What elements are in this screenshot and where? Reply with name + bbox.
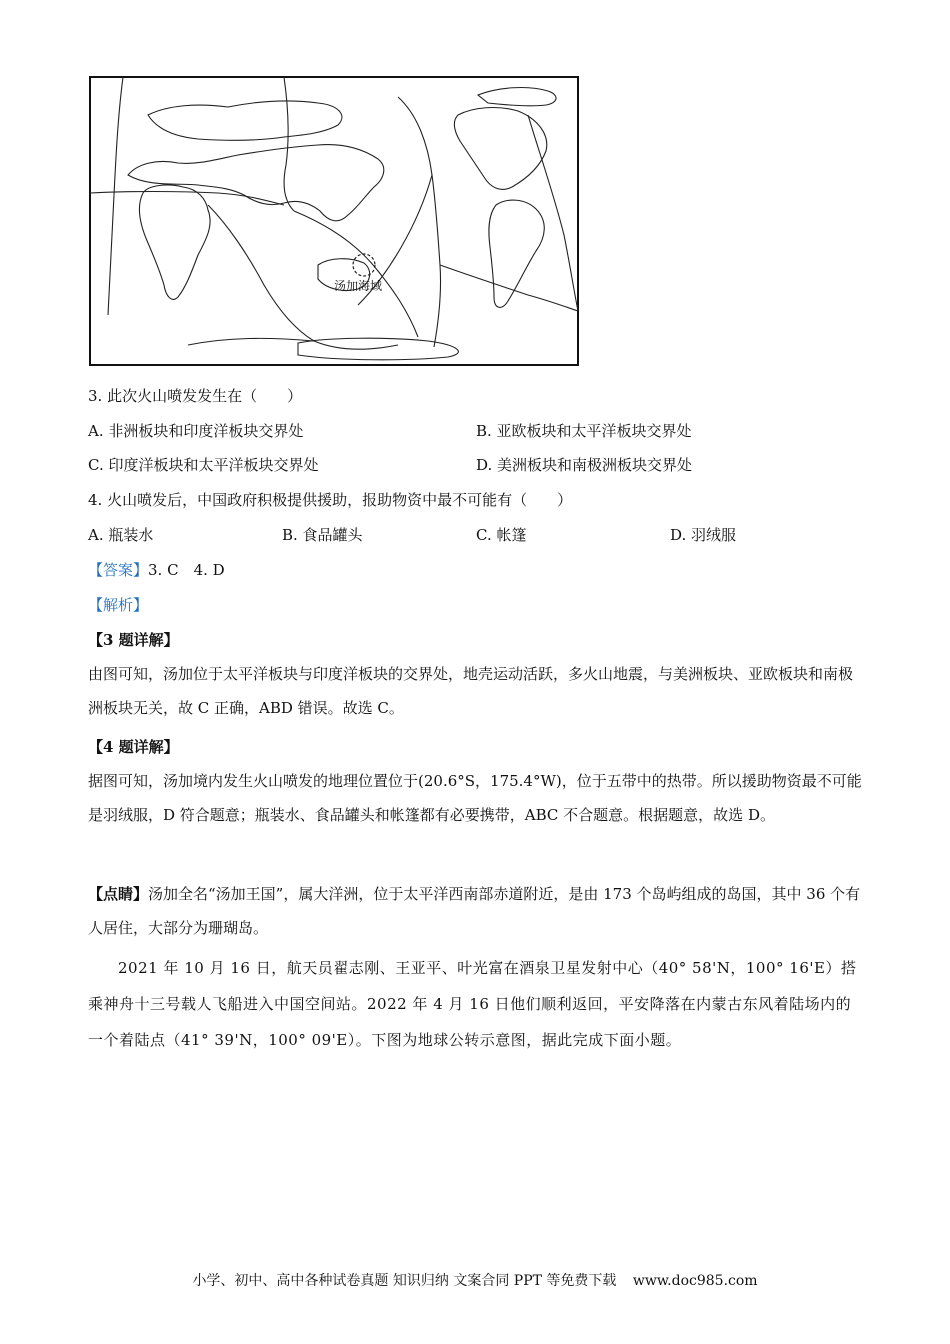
answer-tag: 【答案】 (88, 561, 149, 579)
answer-line (88, 560, 225, 580)
detail-4-title: 【4 题详解】 (88, 738, 179, 756)
map-label: 汤加海域 (334, 279, 383, 293)
q3-option-a: A. 非洲板块和印度洋板块交界处 (88, 422, 304, 440)
footer-text: 小学、初中、高中各种试卷真题 知识归纳 文案合同 PPT 等免费下载 (192, 1273, 617, 1289)
q3-option-d: D. 美洲板块和南极洲板块交界处 (476, 456, 693, 474)
q4-option-d: D. 羽绒服 (670, 526, 737, 544)
detail-4-text: 据图可知，汤加境内发生火山喷发的地理位置位于(20.6°S，175.4°W)，位于五带中的热带。所以援助物资最不可能是羽绒服，D 符合题意；瓶装水、食品罐头和帐篷都有必要携带，ABC 不合题意。根据题意，故选 D。 (88, 772, 862, 824)
intro-paragraph: 2021 年 10 月 16 日，航天员翟志刚、王亚平、叶光富在酒泉卫星发射中心（40° 58'N，100° 16'E）搭乘神舟十三号载人飞船进入中国空间站。2022 年 4 月 16 日他们顺利返回，平安降落在内蒙古东风着陆场内的一个着陆点（41° 39'N，100° 09'E）。下图为地球公转示意图，据此完成下面小题。 (88, 959, 857, 1049)
detail-3-title: 【3 题详解】 (88, 631, 179, 649)
q4-option-c: C. 帐篷 (476, 526, 527, 544)
footer (0, 1270, 950, 1290)
analysis-tag: 【解析】 (88, 596, 149, 614)
tip-block (88, 877, 864, 945)
tip-tag: 【点睛】 (88, 885, 149, 903)
tip-text: 汤加全名“汤加王国”，属大洋洲，位于太平洋西南部赤道附近，是由 173 个岛屿组成的岛国，其中 36 个有人居住，大部分为珊瑚岛。 (88, 885, 861, 937)
footer-url[interactable]: www.doc985.com (632, 1273, 758, 1289)
plate-boundary-map (88, 75, 580, 367)
q3-option-b: B. 亚欧板块和太平洋板块交界处 (476, 422, 692, 440)
detail-3-text: 由图可知，汤加位于太平洋板块与印度洋板块的交界处，地壳运动活跃，多火山地震，与美洲板块、亚欧板块和南极洲板块无关，故 C 正确，ABD 错误。故选 C。 (88, 665, 854, 717)
q4-option-a: A. 瓶装水 (88, 526, 154, 544)
question-4-stem: 4. 火山喷发后，中国政府积极提供援助，报助物资中最不可能有（ ） (88, 491, 573, 509)
q3-option-c: C. 印度洋板块和太平洋板块交界处 (88, 456, 319, 474)
question-3-stem: 3. 此次火山喷发发生在（ ） (88, 387, 303, 405)
q4-option-b: B. 食品罐头 (282, 526, 363, 544)
answer-text: 3. C 4. D (148, 561, 225, 579)
